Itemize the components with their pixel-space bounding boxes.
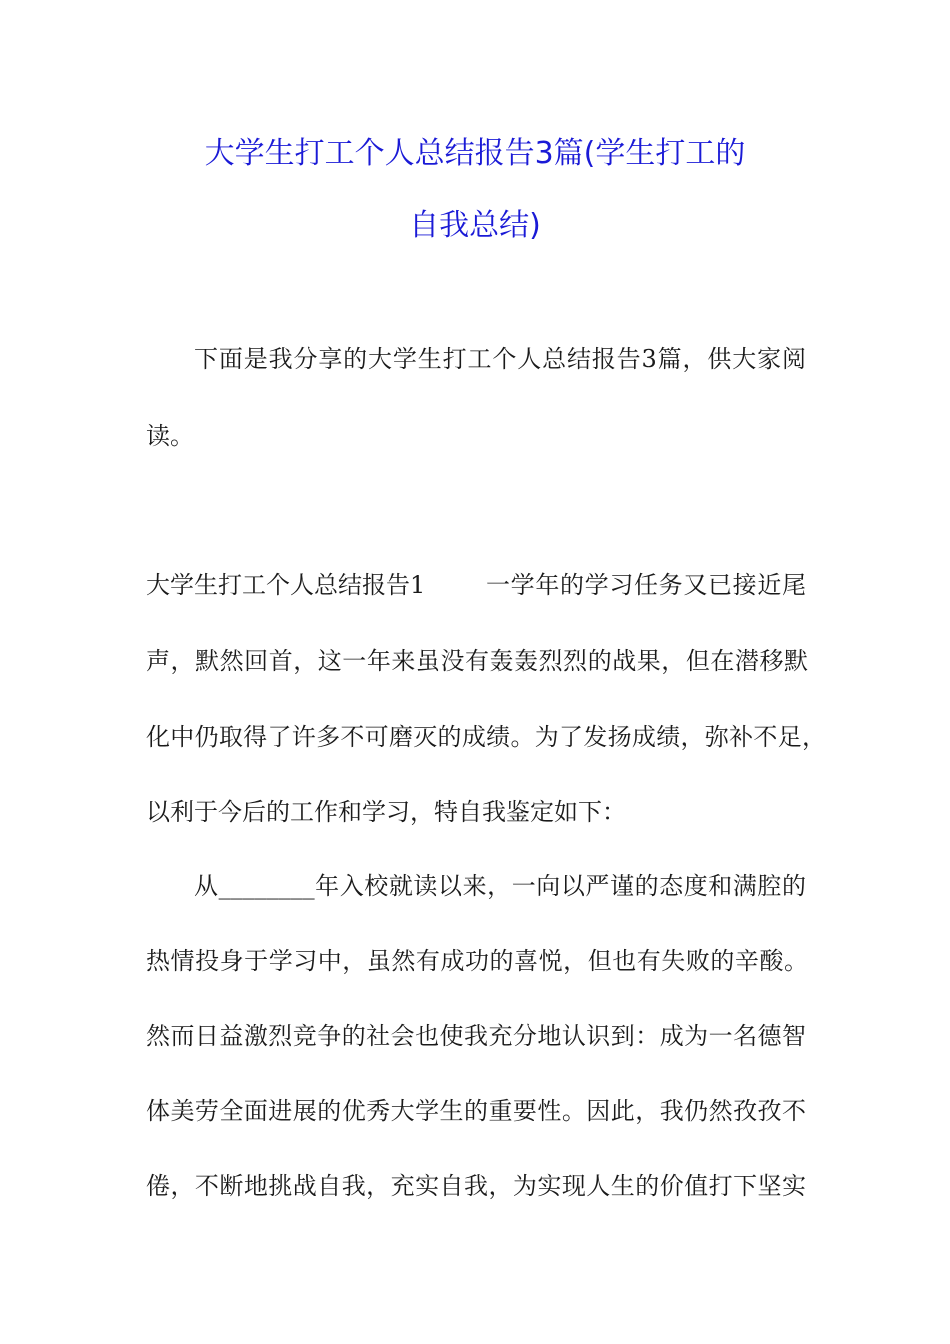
section-heading: 大学生打工个人总结报告1 [146, 571, 426, 599]
section-line-2: 声，默然回首，这一年来虽没有轰轰烈烈的战果，但在潜移默 [146, 647, 808, 675]
document-title-line-1: 大学生打工个人总结报告3篇(学生打工的 [204, 136, 746, 171]
paragraph2-line-2: 热情投身于学习中，虽然有成功的喜悦，但也有失败的辛酸。 [146, 947, 808, 975]
paragraph2-line-4: 体美劳全面进展的优秀大学生的重要性。因此，我仍然孜孜不 [146, 1097, 806, 1125]
paragraph2-line-5: 倦，不断地挑战自我，充实自我，为实现人生的价值打下坚实 [146, 1172, 806, 1200]
paragraph2-line-1: 从________年入校就读以来，一向以严谨的态度和满腔的 [194, 872, 806, 900]
document-title-line-2: 自我总结) [409, 208, 541, 243]
section-line-4: 以利于今后的工作和学习，特自我鉴定如下： [146, 798, 626, 826]
paragraph2-line-3: 然而日益激烈竞争的社会也使我充分地认识到：成为一名德智 [146, 1022, 806, 1050]
intro-line-2: 读。 [146, 422, 194, 450]
section-line-3: 化中仍取得了许多不可磨灭的成绩。为了发扬成绩，弥补不足， [146, 723, 826, 751]
intro-line-1: 下面是我分享的大学生打工个人总结报告3篇，供大家阅 [194, 345, 806, 373]
section-line-1-rest: 一学年的学习任务又已接近尾 [486, 571, 806, 599]
